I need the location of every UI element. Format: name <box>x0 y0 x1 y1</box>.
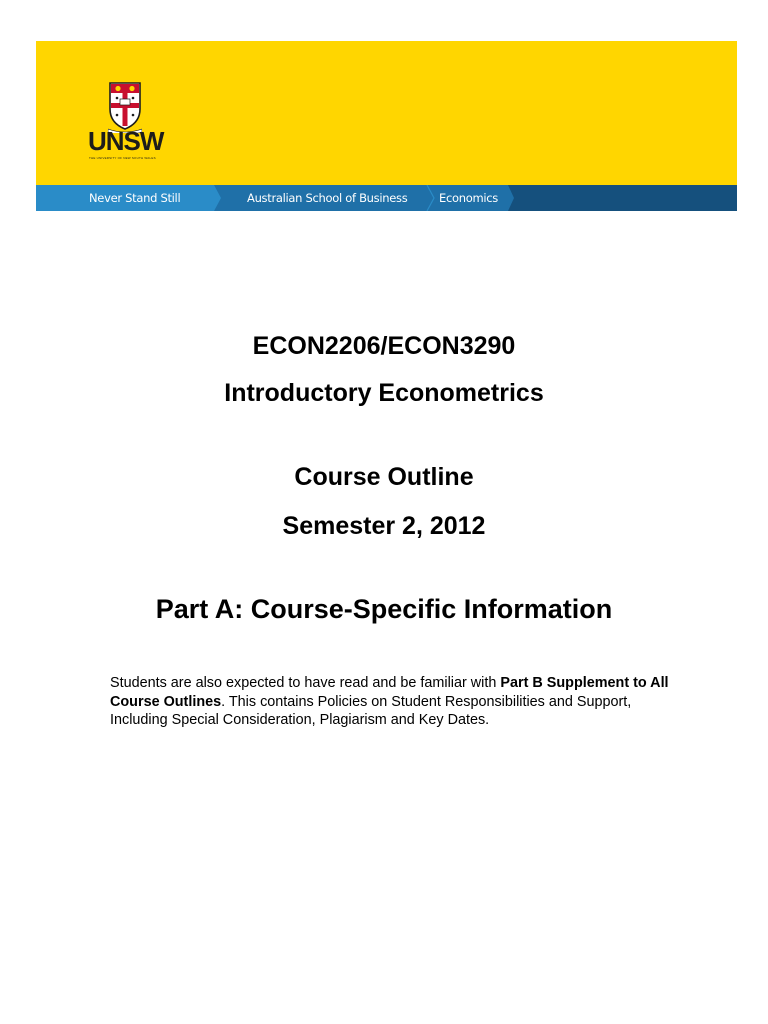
outline-label: Course Outline <box>294 463 474 491</box>
unsw-logo[interactable] <box>88 79 168 199</box>
unsw-crest-icon <box>108 79 142 133</box>
intro-text-before: Students are also expected to have read and be familiar with <box>110 675 501 692</box>
breadcrumb-nav <box>36 185 737 211</box>
logo-subtext: THE UNIVERSITY OF NEW SOUTH WALES <box>89 156 156 160</box>
header-banner <box>36 41 737 211</box>
nav-item-economics[interactable]: Economics <box>439 191 498 205</box>
nav-item-asb[interactable]: Australian School of Business <box>247 191 408 205</box>
course-code: ECON2206/ECON3290 <box>252 332 516 360</box>
part-title: Part A: Course-Specific Information <box>155 594 613 624</box>
logo-wordmark: UNSW <box>88 126 164 156</box>
part-b-reference: Part B Supplement to All Course Outlines <box>110 675 669 710</box>
course-title: Introductory Econometrics <box>224 379 544 407</box>
intro-text-after: . This contains Policies on Student Responsibilities and Support, Including Special Consideration, Plagiarism and Key Dates. <box>110 693 632 729</box>
nav-item-never-stand-still[interactable]: Never Stand Still <box>89 191 181 205</box>
semester-label: Semester 2, 2012 <box>282 512 486 540</box>
intro-paragraph <box>110 674 670 730</box>
